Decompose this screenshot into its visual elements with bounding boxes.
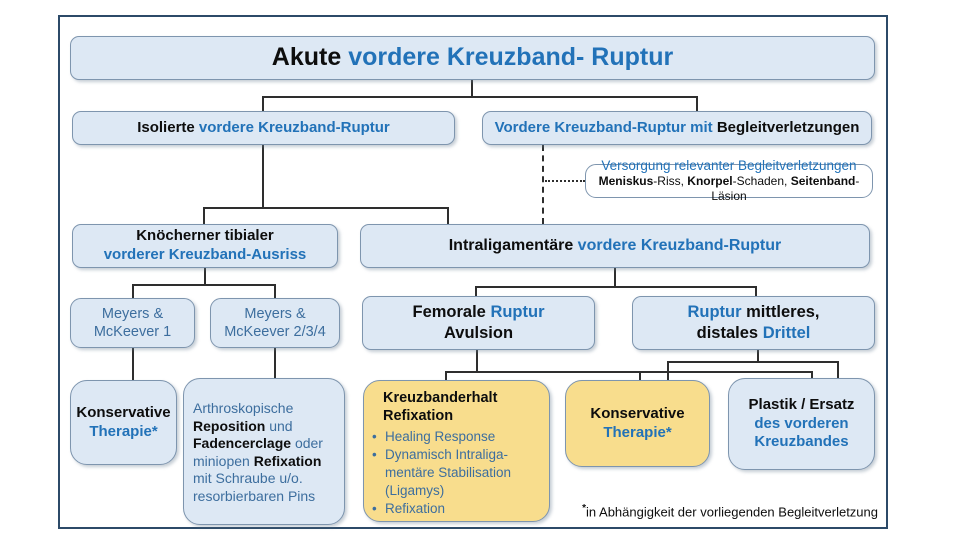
connector — [667, 361, 839, 363]
connector — [755, 286, 757, 296]
concomitant-care-note-box — [585, 157, 873, 204]
connector — [132, 284, 276, 286]
acl-plasty-replacement-box: Plastik / Ersatz des vorderen Kreuzbandes — [728, 378, 875, 470]
connector — [203, 207, 449, 209]
ligament-preserving-refixation-box — [363, 380, 550, 522]
connector — [447, 207, 449, 224]
footnote-text: in Abhängigkeit der vorliegenden Begleitverletzung — [586, 504, 878, 520]
bullet-text: Healing Response — [385, 429, 496, 445]
title-box: Akute vordere Kreuzband- Ruptur — [70, 36, 875, 80]
connector — [475, 286, 756, 288]
footnote — [540, 503, 878, 519]
meyers-mckeever-234-box: Meyers & McKeever 2/3/4 — [210, 298, 340, 348]
care-note-line2: Meniskus-Riss, Knorpel-Schaden, Seitenband-Läsion — [598, 174, 860, 204]
connector — [445, 371, 813, 373]
mid-distal-third-rupture-box: Ruptur mittleres, distales Drittel — [632, 296, 875, 350]
connector — [262, 96, 698, 98]
bullet-icon: • — [372, 447, 377, 463]
connector — [132, 348, 134, 380]
dotted-connector — [545, 180, 585, 182]
connector — [639, 371, 641, 380]
connector — [262, 145, 264, 208]
connector — [811, 371, 813, 378]
connector — [475, 286, 477, 296]
conservative-therapy-box-2: Konservative Therapie* — [565, 380, 710, 467]
conservative-therapy-box-1: Konservative Therapie* — [70, 380, 177, 465]
femoral-rupture-avulsion-box: Femorale Ruptur Avulsion — [362, 296, 595, 350]
refixation-heading: Kreuzbanderhalt Refixation — [383, 390, 498, 425]
bullet-icon: • — [372, 500, 377, 516]
connector — [614, 268, 616, 287]
connector — [471, 80, 473, 97]
meyers-mckeever-1-box: Meyers & McKeever 1 — [70, 298, 195, 348]
connector — [667, 361, 669, 380]
bullet-item — [372, 500, 511, 518]
connector — [274, 348, 276, 378]
footnote-asterisk: * — [582, 503, 587, 514]
bullet-item — [372, 428, 511, 446]
connector — [445, 371, 447, 380]
bullet-text: Dynamisch Intraliga- mentäre Stabilisation (Ligamys) — [385, 447, 512, 498]
connector — [274, 284, 276, 298]
care-note-line1: Versorgung relevanter Begleitverletzungen — [601, 157, 857, 173]
bullet-text: Refixation — [385, 500, 446, 516]
connector — [837, 361, 839, 378]
bullet-icon: • — [372, 429, 377, 445]
connector — [696, 96, 698, 112]
connector — [204, 268, 206, 285]
with-concomitant-injuries-box: Vordere Kreuzband-Ruptur mit Begleitverletzungen — [482, 111, 872, 145]
isolated-rupture-box: Isolierte vordere Kreuzband-Ruptur — [72, 111, 455, 145]
dashed-connector — [542, 145, 544, 224]
refixation-bullets — [372, 428, 511, 517]
connector — [476, 350, 478, 372]
bullet-item — [372, 446, 511, 499]
connector — [132, 284, 134, 298]
arthroscopic-reposition-box: Arthroskopische Reposition und Fadencerclage oder miniopen Refixation mit Schraube u/o. resorbierbaren Pins — [183, 378, 345, 525]
intraligamentous-rupture-box: Intraligamentäre vordere Kreuzband-Ruptur — [360, 224, 870, 268]
connector — [203, 207, 205, 224]
bony-tibial-avulsion-box: Knöcherner tibialer vorderer Kreuzband-Ausriss — [72, 224, 338, 268]
connector — [262, 96, 264, 112]
